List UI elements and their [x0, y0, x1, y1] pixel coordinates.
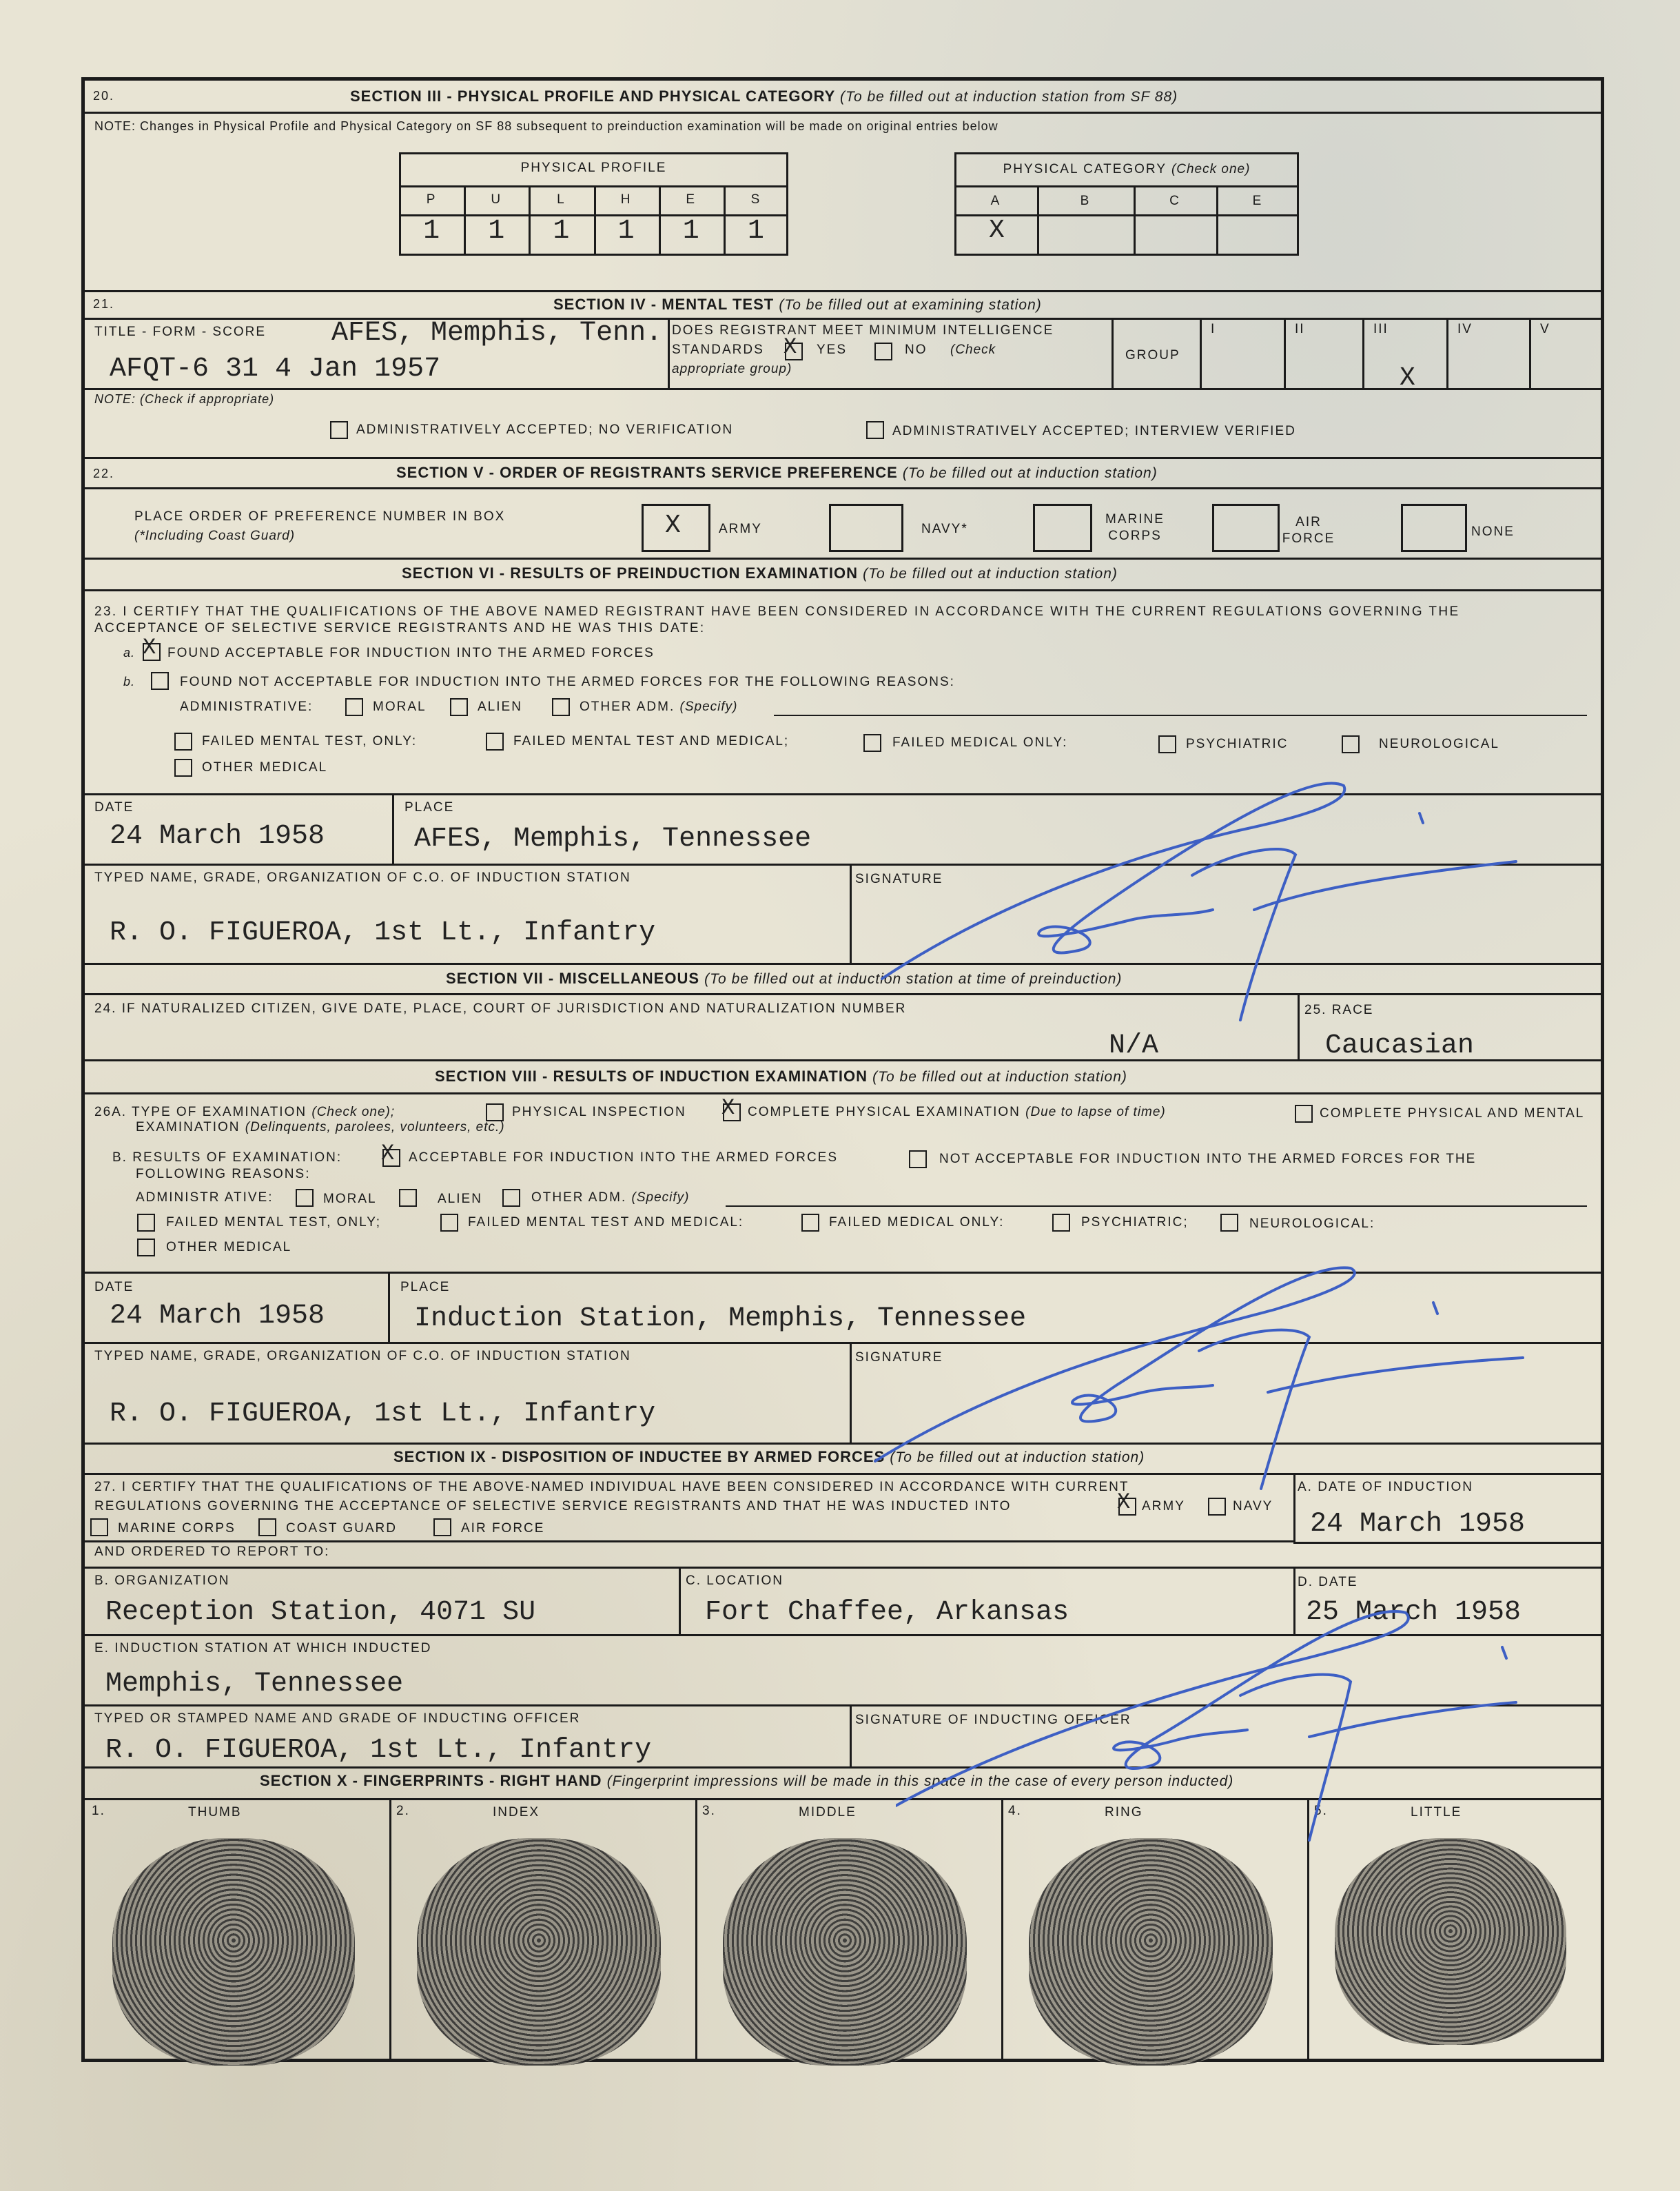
found-acceptable-label: FOUND ACCEPTABLE FOR INDUCTION INTO THE ARMED FORCES	[167, 646, 655, 660]
induction-exam-date: 24 March 1958	[110, 1301, 325, 1332]
report-date-label: D. DATE	[1298, 1575, 1358, 1589]
adm-interview-label: ADMINISTRATIVELY ACCEPTED; INTERVIEW VERIFIED	[892, 424, 1296, 438]
category-col-c: C	[1169, 194, 1180, 208]
profile-col-l: L	[557, 192, 566, 207]
check-note: (Check	[950, 343, 996, 357]
other-medical-label: OTHER MEDICAL	[202, 760, 328, 775]
profile-value-h: 1	[617, 216, 635, 247]
other-adm-label: OTHER ADM. (Specify)	[580, 700, 738, 714]
rule	[1112, 318, 1114, 388]
navy-label: NAVY*	[921, 522, 968, 536]
location-value: Fort Chaffee, Arkansas	[705, 1597, 1069, 1628]
physical-profile-title: PHYSICAL PROFILE	[520, 161, 667, 175]
rule	[850, 864, 852, 963]
examination-label: EXAMINATION (Delinquents, parolees, volunteers, etc.)	[136, 1120, 505, 1134]
rule	[850, 1704, 852, 1766]
other-adm-checkbox-2[interactable]	[502, 1189, 520, 1207]
finger-number-4: 4.	[1008, 1804, 1022, 1818]
section-v-header: SECTION V - ORDER OF REGISTRANTS SERVICE PREFERENCE (To be filled out at induction station)	[396, 464, 1158, 481]
inducting-officer-label: TYPED OR STAMPED NAME AND GRADE OF INDUCTING OFFICER	[94, 1711, 581, 1726]
specify-line	[774, 715, 1587, 716]
test-station: AFES, Memphis, Tenn.	[331, 318, 663, 349]
place-label-2: PLACE	[400, 1280, 451, 1294]
neurological-checkbox[interactable]	[1342, 735, 1360, 753]
failed-mental-medical-checkbox[interactable]	[486, 733, 504, 751]
failed-mental-medical-checkbox-2[interactable]	[440, 1214, 458, 1232]
fingerprint-middle	[723, 1838, 967, 2066]
other-adm-label-2: OTHER ADM. (Specify)	[531, 1190, 690, 1205]
finger-number-2: 2.	[396, 1804, 410, 1818]
signature-label: SIGNATURE	[855, 872, 943, 886]
preinduction-officer-name: R. O. FIGUEROA, 1st Lt., Infantry	[110, 917, 656, 948]
intelligence-no-checkbox[interactable]	[874, 343, 892, 360]
induction-station-label: E. INDUCTION STATION AT WHICH INDUCTED	[94, 1641, 432, 1655]
found-not-acceptable-checkbox[interactable]	[151, 672, 169, 690]
yes-label: YES	[817, 343, 848, 357]
failed-mental-medical-label-2: FAILED MENTAL TEST AND MEDICAL:	[468, 1215, 744, 1230]
organization-value: Reception Station, 4071 SU	[105, 1597, 536, 1628]
fingerprint-ring	[1029, 1838, 1273, 2066]
check-note-2: appropriate group)	[672, 362, 792, 376]
rule	[389, 1798, 391, 2060]
section-vii-header: SECTION VII - MISCELLANEOUS (To be filled out at induction station at time of preinduction)	[446, 970, 1123, 987]
finger-number-5: 5.	[1314, 1804, 1328, 1818]
marine-label: MARINE	[1105, 512, 1165, 527]
group-col-v: V	[1540, 322, 1550, 336]
date-label: DATE	[94, 800, 134, 815]
complete-physical-mark: X	[721, 1095, 735, 1121]
psychiatric-checkbox-2[interactable]	[1052, 1214, 1070, 1232]
inducted-air-force-checkbox[interactable]	[433, 1518, 451, 1536]
preinduction-place: AFES, Memphis, Tennessee	[414, 824, 812, 855]
found-not-acceptable-label: FOUND NOT ACCEPTABLE FOR INDUCTION INTO THE ARMED FORCES FOR THE FOLLOWING REASONS:	[180, 675, 955, 689]
physical-inspection-checkbox[interactable]	[486, 1103, 504, 1121]
fingerprint-thumb	[112, 1838, 355, 2066]
administrative-label-2: ADMINISTR ATIVE:	[136, 1190, 274, 1205]
race-label: 25. RACE	[1304, 1003, 1374, 1017]
corps-label: CORPS	[1108, 529, 1162, 543]
item-number-21: 21.	[93, 297, 115, 311]
fingerprint-index	[417, 1838, 661, 2066]
group-col-iv: IV	[1457, 322, 1473, 336]
finger-number-3: 3.	[702, 1804, 716, 1818]
induction-exam-officer-name: R. O. FIGUEROA, 1st Lt., Infantry	[110, 1398, 656, 1429]
acceptable-label: ACCEPTABLE FOR INDUCTION INTO THE ARMED FORCES	[409, 1150, 839, 1165]
typed-name-label: TYPED NAME, GRADE, ORGANIZATION OF C.O. OF INDUCTION STATION	[94, 870, 631, 885]
naturalized-answer: N/A	[1109, 1030, 1159, 1061]
ordered-to-report-label: AND ORDERED TO REPORT TO:	[94, 1545, 330, 1559]
other-medical-label-2: OTHER MEDICAL	[166, 1240, 292, 1254]
place-label: PLACE	[404, 800, 455, 815]
item-number-20: 20.	[93, 89, 115, 103]
rule	[668, 318, 670, 388]
rule	[85, 558, 1601, 560]
neurological-label: NEUROLOGICAL	[1379, 737, 1499, 751]
psychiatric-label-2: PSYCHIATRIC;	[1081, 1215, 1189, 1230]
failed-medical-only-label-2: FAILED MEDICAL ONLY:	[829, 1215, 1005, 1230]
group-iii-mark: X	[1400, 363, 1415, 393]
other-medical-checkbox[interactable]	[174, 759, 192, 777]
alien-label-2: ALIEN	[438, 1192, 482, 1206]
profile-col-u: U	[491, 192, 502, 207]
profile-value-s: 1	[747, 216, 764, 247]
rule	[85, 1092, 1601, 1094]
preference-instruction: PLACE ORDER OF PREFERENCE NUMBER IN BOX	[134, 509, 506, 524]
failed-mental-medical-label: FAILED MENTAL TEST AND MEDICAL;	[513, 734, 790, 748]
alien-checkbox[interactable]	[450, 698, 468, 716]
rule	[1362, 318, 1364, 388]
date-label-2: DATE	[94, 1280, 134, 1294]
not-acceptable-label: NOT ACCEPTABLE FOR INDUCTION INTO THE ARMED FORCES FOR THE	[939, 1152, 1477, 1166]
rule	[954, 185, 1299, 187]
signature-inducting-officer	[896, 1585, 1585, 1861]
none-preference-box[interactable]	[1401, 504, 1467, 552]
moral-checkbox[interactable]	[345, 698, 363, 716]
date-of-induction-label: A. DATE OF INDUCTION	[1298, 1480, 1473, 1494]
induction-exam-place: Induction Station, Memphis, Tennessee	[414, 1303, 1027, 1334]
rule	[85, 112, 1601, 114]
marine-preference-box[interactable]	[1033, 504, 1092, 552]
failed-mental-only-checkbox-2[interactable]	[137, 1214, 155, 1232]
rule	[850, 1342, 852, 1443]
failed-mental-only-checkbox[interactable]	[174, 733, 192, 751]
item-a: a.	[123, 646, 136, 660]
inducted-army-label: ARMY	[1142, 1499, 1185, 1514]
other-medical-checkbox-2[interactable]	[137, 1239, 155, 1256]
profile-value-p: 1	[423, 216, 440, 247]
complete-physical-mental-checkbox[interactable]	[1295, 1105, 1313, 1123]
complete-physical-mental-label: COMPLETE PHYSICAL AND MENTAL	[1320, 1106, 1585, 1121]
army-label: ARMY	[719, 522, 762, 536]
inducted-army-mark: X	[1117, 1489, 1131, 1515]
neurological-checkbox-2[interactable]	[1220, 1214, 1238, 1232]
section-viii-header: SECTION VIII - RESULTS OF INDUCTION EXAMINATION (To be filled out at induction station)	[435, 1068, 1127, 1085]
rule	[1293, 1542, 1601, 1544]
none-label: NONE	[1471, 524, 1515, 539]
administrative-label: ADMINISTRATIVE:	[180, 700, 314, 714]
fingerprint-little	[1335, 1838, 1566, 2045]
alien-label: ALIEN	[478, 700, 522, 714]
section-iii-note: NOTE: Changes in Physical Profile and Physical Category on SF 88 subsequent to preinduction examination will be made on original entries below	[94, 119, 998, 133]
rule	[85, 487, 1601, 489]
profile-value-u: 1	[488, 216, 505, 247]
category-a-mark: X	[989, 216, 1005, 245]
finger-name-index: INDEX	[493, 1805, 540, 1820]
preinduction-date: 24 March 1958	[110, 821, 325, 852]
rule	[695, 1798, 697, 2060]
rule	[388, 1272, 390, 1342]
acceptable-mark: X	[381, 1141, 395, 1166]
section-ix-header: SECTION IX - DISPOSITION OF INDUCTEE BY ARMED FORCES (To be filled out at induction station)	[393, 1448, 1145, 1465]
location-label: C. LOCATION	[686, 1573, 783, 1588]
inducted-coast-guard-label: COAST GUARD	[286, 1521, 398, 1536]
air-preference-box[interactable]	[1212, 504, 1280, 552]
profile-col-s: S	[750, 192, 761, 207]
category-col-e: E	[1252, 194, 1263, 208]
signature-induction-exam	[868, 1261, 1557, 1502]
finger-name-ring: RING	[1105, 1805, 1143, 1820]
alien-checkbox-2[interactable]	[399, 1189, 417, 1207]
physical-inspection-label: PHYSICAL INSPECTION	[512, 1105, 686, 1119]
naturalized-question: 24. IF NATURALIZED CITIZEN, GIVE DATE, PLACE, COURT OF JURISDICTION AND NATURALIZATION NUMBER	[94, 1001, 907, 1016]
physical-category-title: PHYSICAL CATEGORY (Check one)	[1003, 162, 1251, 176]
exam-type-label: 26A. TYPE OF EXAMINATION (Check one);	[94, 1105, 396, 1119]
profile-value-l: 1	[553, 216, 570, 247]
section-iv-header: SECTION IV - MENTAL TEST (To be filled out at examining station)	[553, 296, 1042, 313]
finger-number-1: 1.	[92, 1804, 105, 1818]
race-value: Caucasian	[1325, 1030, 1475, 1061]
psychiatric-label: PSYCHIATRIC	[1186, 737, 1289, 751]
rule	[392, 793, 394, 864]
profile-col-h: H	[620, 192, 632, 207]
profile-value-e: 1	[682, 216, 699, 247]
air-label: AIR	[1295, 515, 1322, 529]
failed-medical-only-checkbox[interactable]	[863, 734, 881, 752]
failed-mental-only-label-2: FAILED MENTAL TEST, ONLY;	[166, 1215, 382, 1230]
rule	[85, 388, 1601, 390]
signature-preinduction	[868, 772, 1557, 1048]
no-label: NO	[905, 343, 928, 357]
category-col-a: A	[990, 194, 1001, 208]
title-form-score-label: TITLE - FORM - SCORE	[94, 325, 266, 339]
rule	[1284, 318, 1286, 388]
typed-name-label-2: TYPED NAME, GRADE, ORGANIZATION OF C.O. OF INDUCTION STATION	[94, 1349, 631, 1363]
inducted-marine-label: MARINE CORPS	[118, 1521, 236, 1536]
adm-no-verification-label: ADMINISTRATIVELY ACCEPTED; NO VERIFICATION	[356, 422, 734, 437]
section-vi-header: SECTION VI - RESULTS OF PREINDUCTION EXAMINATION (To be filled out at induction station)	[402, 564, 1118, 582]
moral-label: MORAL	[373, 700, 427, 714]
group-col-iii: III	[1373, 322, 1389, 336]
test-score: AFQT-6 31 4 Jan 1957	[110, 354, 441, 385]
coast-guard-note: (*Including Coast Guard)	[134, 529, 296, 543]
report-date: 25 March 1958	[1306, 1597, 1522, 1628]
inducted-navy-label: NAVY	[1233, 1499, 1273, 1514]
rule	[85, 290, 1601, 292]
item-b: b.	[123, 675, 136, 689]
inducted-air-force-label: AIR FORCE	[461, 1521, 545, 1536]
note-check: NOTE: (Check if appropriate)	[94, 392, 275, 406]
certify-23-line2: ACCEPTANCE OF SELECTIVE SERVICE REGISTRANTS AND HE WAS THIS DATE:	[94, 621, 706, 635]
profile-col-p: P	[426, 192, 437, 207]
group-label: GROUP	[1125, 348, 1180, 363]
neurological-label-2: NEUROLOGICAL:	[1249, 1216, 1375, 1231]
finger-name-middle: MIDDLE	[799, 1805, 857, 1820]
certify-27-line1: 27. I CERTIFY THAT THE QUALIFICATIONS OF THE ABOVE-NAMED INDIVIDUAL HAVE BEEN CONSIDERED IN ACCORDANCE WITH CURRENT	[94, 1480, 1129, 1494]
category-col-b: B	[1080, 194, 1091, 208]
adm-interview-checkbox[interactable]	[866, 421, 884, 439]
rule	[85, 318, 1601, 320]
inducting-officer-name: R. O. FIGUEROA, 1st Lt., Infantry	[105, 1735, 652, 1766]
inducted-coast-guard-checkbox[interactable]	[258, 1518, 276, 1536]
following-reasons-label: FOLLOWING REASONS:	[136, 1167, 311, 1181]
failed-mental-only-label: FAILED MENTAL TEST, ONLY:	[202, 734, 418, 748]
group-col-ii: II	[1295, 322, 1305, 336]
army-preference-mark: X	[665, 511, 681, 540]
rule	[1529, 318, 1531, 388]
rule	[85, 1059, 1601, 1061]
moral-label-2: MORAL	[323, 1192, 377, 1206]
date-of-induction: 24 March 1958	[1310, 1509, 1526, 1540]
inducted-marine-checkbox[interactable]	[90, 1518, 108, 1536]
standards-label: STANDARDS	[672, 343, 764, 357]
adm-no-verification-checkbox[interactable]	[330, 421, 348, 439]
certify-27-line2: REGULATIONS GOVERNING THE ACCEPTANCE OF SELECTIVE SERVICE REGISTRANTS AND THAT HE WAS INDUCTED INTO	[94, 1499, 1012, 1514]
failed-medical-only-checkbox-2[interactable]	[801, 1214, 819, 1232]
moral-checkbox-2[interactable]	[296, 1189, 314, 1207]
other-adm-checkbox[interactable]	[552, 698, 570, 716]
results-label: B. RESULTS OF EXAMINATION:	[112, 1150, 342, 1165]
failed-medical-only-label: FAILED MEDICAL ONLY:	[892, 735, 1068, 750]
certify-23-line1: 23. I CERTIFY THAT THE QUALIFICATIONS OF THE ABOVE NAMED REGISTRANT HAVE BEEN CONSIDERED IN ACCORDANCE WITH THE CURRENT REGULATIONS GOVERNING THE	[94, 604, 1460, 619]
profile-col-e: E	[686, 192, 697, 207]
inducting-officer-signature-label: SIGNATURE OF INDUCTING OFFICER	[855, 1713, 1131, 1727]
signature-label-2: SIGNATURE	[855, 1350, 943, 1365]
item-number-22: 22.	[93, 467, 115, 480]
rule	[1200, 318, 1202, 388]
force-label: FORCE	[1282, 531, 1335, 546]
section-iii-header: SECTION III - PHYSICAL PROFILE AND PHYSICAL CATEGORY (To be filled out at induction station from SF 88)	[350, 88, 1178, 105]
rule	[85, 1567, 1601, 1569]
navy-preference-box[interactable]	[829, 504, 903, 552]
rule	[85, 589, 1601, 591]
induction-station-value: Memphis, Tennessee	[105, 1669, 404, 1700]
rule	[1446, 318, 1448, 388]
specify-line-2	[726, 1205, 1587, 1207]
psychiatric-checkbox[interactable]	[1158, 735, 1176, 753]
rule	[679, 1567, 681, 1634]
complete-physical-label: COMPLETE PHYSICAL EXAMINATION (Due to lapse of time)	[748, 1105, 1166, 1119]
intelligence-question: DOES REGISTRANT MEET MINIMUM INTELLIGENCE	[672, 323, 1054, 338]
finger-name-thumb: THUMB	[188, 1805, 242, 1820]
group-col-i: I	[1211, 322, 1216, 336]
section-x-header: SECTION X - FINGERPRINTS - RIGHT HAND (Fingerprint impressions will be made in this space in the case of every person inducted)	[260, 1772, 1234, 1789]
rule	[85, 457, 1601, 459]
not-acceptable-checkbox[interactable]	[909, 1150, 927, 1168]
rule	[954, 214, 1299, 216]
rule	[85, 1540, 1295, 1542]
intelligence-yes-mark: X	[783, 334, 797, 360]
organization-label: B. ORGANIZATION	[94, 1573, 230, 1588]
found-acceptable-mark: X	[143, 635, 156, 660]
finger-name-little: LITTLE	[1411, 1805, 1462, 1820]
